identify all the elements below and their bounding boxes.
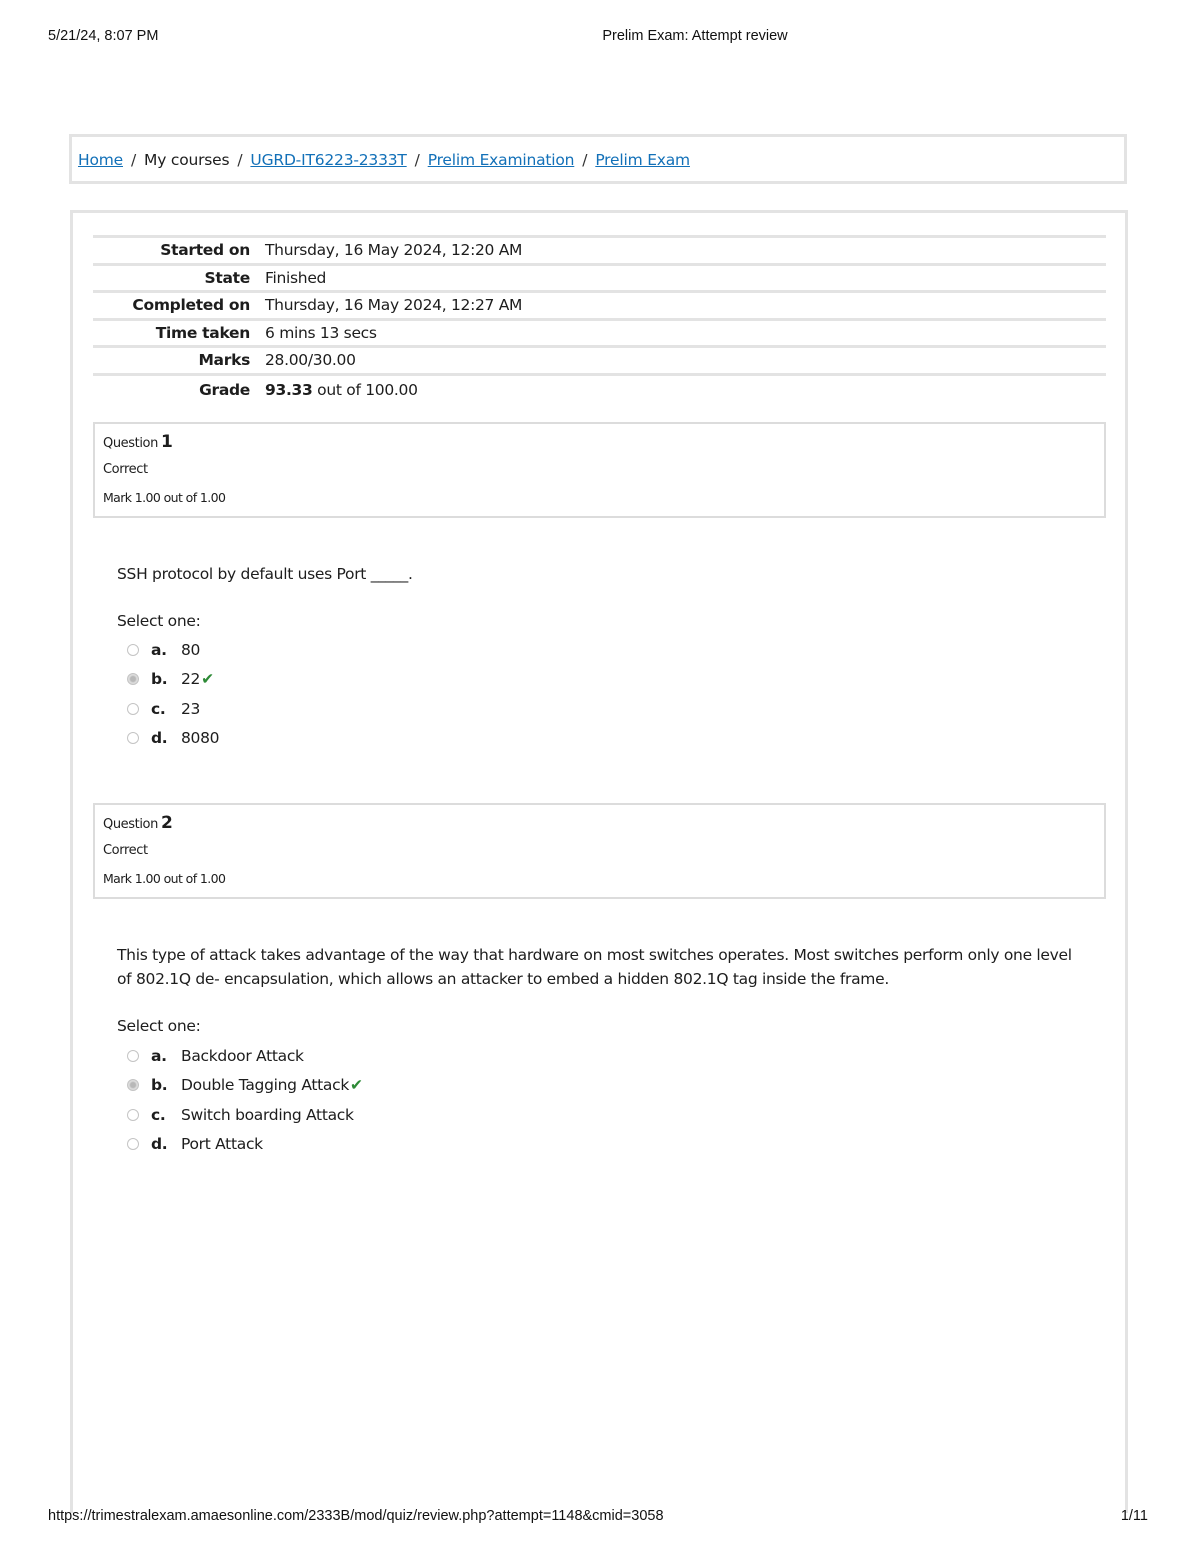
breadcrumb-container — [69, 134, 1127, 184]
answer-letter: d. — [151, 729, 168, 747]
breadcrumb — [78, 151, 690, 169]
answer-text: 80 — [181, 641, 201, 659]
summary-value: 6 mins 13 secs — [265, 319, 1106, 347]
grade-score: 93.33 — [265, 380, 313, 399]
breadcrumb-section-link[interactable]: Prelim Examination — [427, 151, 575, 169]
answer-radio[interactable] — [127, 732, 139, 744]
summary-label: Started on — [93, 237, 265, 265]
summary-row-started — [93, 237, 1106, 265]
answer-letter: c. — [151, 700, 166, 718]
question-number-value: 1 — [160, 432, 173, 452]
attempt-summary-table — [93, 235, 1106, 404]
summary-row-completed — [93, 292, 1106, 320]
question-2-prompt: Select one: — [117, 1017, 201, 1035]
summary-value — [265, 374, 1106, 404]
answer-radio-selected[interactable] — [127, 1079, 139, 1091]
answer-text-value: 22 — [181, 670, 201, 688]
question-label: Question — [103, 817, 158, 832]
summary-label: Time taken — [93, 319, 265, 347]
question-state: Correct — [103, 462, 148, 477]
summary-value: 28.00/30.00 — [265, 347, 1106, 375]
summary-label: Completed on — [93, 292, 265, 320]
answer-letter: a. — [151, 1047, 167, 1065]
summary-label: Marks — [93, 347, 265, 375]
answer-letter: a. — [151, 641, 167, 659]
summary-row-grade — [93, 374, 1106, 404]
breadcrumb-home-link[interactable]: Home — [78, 151, 123, 169]
summary-value: Finished — [265, 264, 1106, 292]
question-2-info — [93, 803, 1106, 899]
answer-text-value: Double Tagging Attack — [181, 1076, 350, 1094]
answer-radio[interactable] — [127, 1050, 139, 1062]
summary-value: Thursday, 16 May 2024, 12:27 AM — [265, 292, 1106, 320]
breadcrumb-course-link[interactable]: UGRD-IT6223-2333T — [250, 151, 407, 169]
grade-out-of: out of 100.00 — [312, 380, 418, 399]
answer-letter: d. — [151, 1135, 168, 1153]
answer-text: Switch boarding Attack — [181, 1106, 354, 1124]
summary-row-marks — [93, 347, 1106, 375]
breadcrumb-separator: / — [130, 151, 137, 169]
answer-text — [181, 1076, 363, 1094]
answer-radio[interactable] — [127, 644, 139, 656]
print-header — [48, 28, 1152, 48]
answer-radio[interactable] — [127, 1109, 139, 1121]
answer-letter: b. — [151, 1076, 168, 1094]
answer-radio[interactable] — [127, 1138, 139, 1150]
print-page-title: Prelim Exam: Attempt review — [602, 28, 788, 44]
question-state: Correct — [103, 843, 148, 858]
answer-text — [181, 670, 214, 688]
question-mark: Mark 1.00 out of 1.00 — [103, 871, 226, 886]
question-number — [103, 813, 172, 833]
breadcrumb-separator: / — [582, 151, 588, 169]
breadcrumb-separator: / — [414, 151, 420, 169]
question-1-text: SSH protocol by default uses Port _____. — [117, 565, 413, 583]
print-url: https://trimestralexam.amaesonline.com/2333B/mod/quiz/review.php?attempt=1148&cmid=3058 — [48, 1508, 664, 1524]
summary-row-time-taken — [93, 319, 1106, 347]
question-2-text: This type of attack takes advantage of the way that hardware on most switches operates. Most switches perform only one level of 802.1Q de- encapsulation, which allows an attacker to embed a hidden 802.1Q tag inside the frame. — [117, 946, 1072, 988]
question-1-prompt: Select one: — [117, 612, 201, 630]
question-number — [103, 432, 172, 452]
check-icon: ✔ — [350, 1076, 363, 1094]
summary-label: State — [93, 264, 265, 292]
breadcrumb-separator: / — [237, 151, 243, 169]
question-1-info — [93, 422, 1106, 518]
check-icon: ✔ — [201, 670, 214, 688]
answer-letter: c. — [151, 1106, 166, 1124]
breadcrumb-quiz-link[interactable]: Prelim Exam — [595, 151, 690, 169]
answer-text: Port Attack — [181, 1135, 263, 1153]
summary-row-state — [93, 264, 1106, 292]
print-date: 5/21/24, 8:07 PM — [48, 28, 159, 44]
summary-label: Grade — [93, 374, 265, 404]
answer-text: Backdoor Attack — [181, 1047, 304, 1065]
question-label: Question — [103, 436, 158, 451]
print-page-number: 1/11 — [1120, 1508, 1148, 1524]
breadcrumb-my-courses: My courses — [144, 151, 230, 169]
summary-value: Thursday, 16 May 2024, 12:20 AM — [265, 237, 1106, 265]
answer-radio-selected[interactable] — [127, 673, 139, 685]
answer-letter: b. — [151, 670, 168, 688]
question-number-value: 2 — [160, 813, 173, 833]
answer-text: 23 — [181, 700, 201, 718]
answer-radio[interactable] — [127, 703, 139, 715]
question-mark: Mark 1.00 out of 1.00 — [103, 490, 226, 505]
answer-text: 8080 — [181, 729, 220, 747]
quiz-review-region — [70, 210, 1128, 1513]
